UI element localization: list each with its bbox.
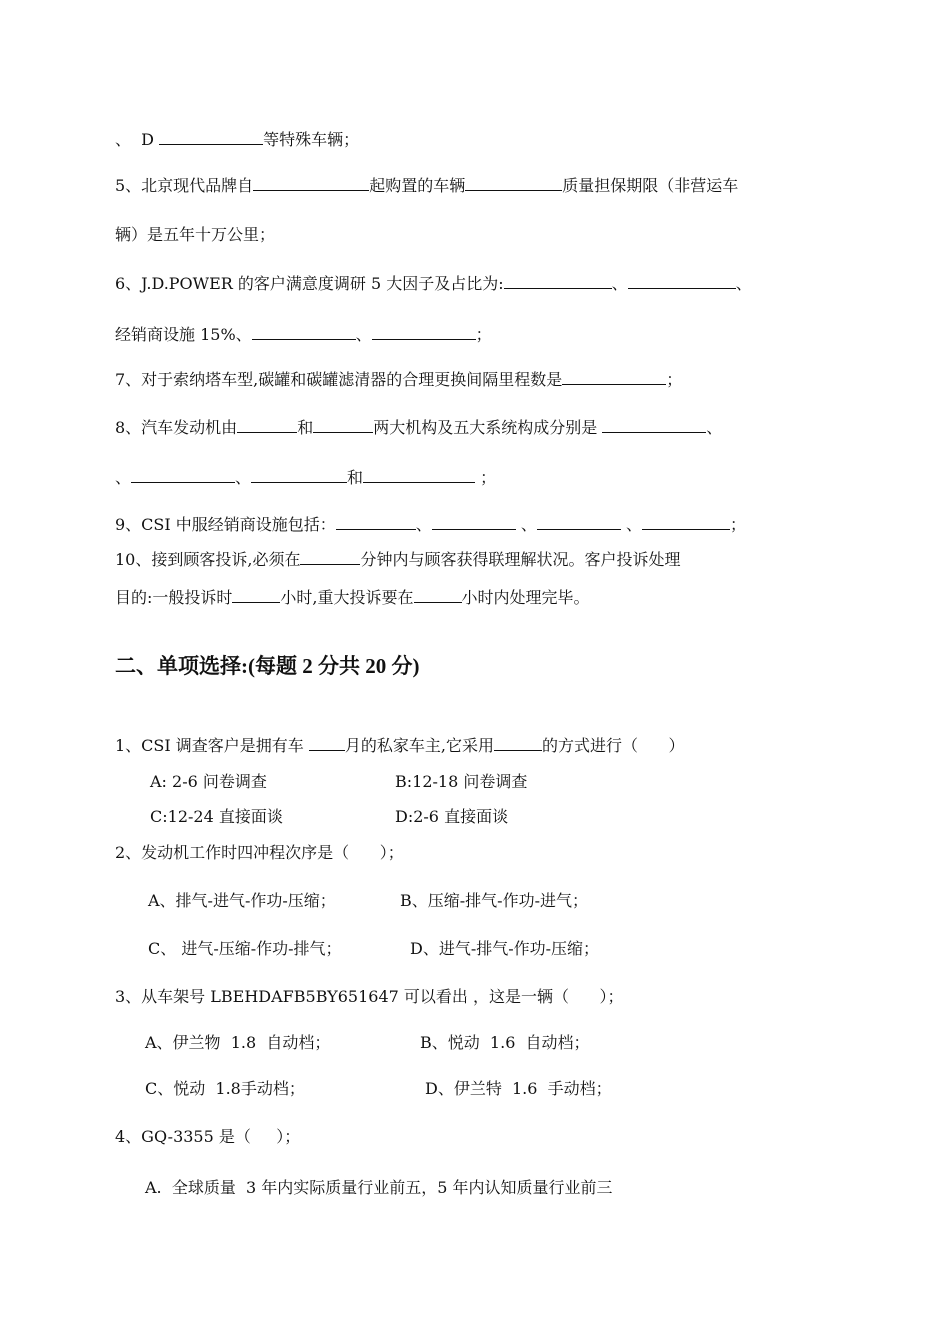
option-a[interactable]: A、伊兰物 1.8 自动档； (145, 1033, 331, 1052)
answer-blank[interactable] (131, 466, 235, 483)
question-8-cont: 、 、 和 ； (115, 468, 497, 487)
option-a[interactable]: A. 全球质量 3 年内实际质量行业前五，5 年内认知质量行业前三 (145, 1178, 613, 1197)
answer-blank[interactable] (309, 734, 345, 751)
option-d[interactable]: D:2-6 直接面谈 (395, 807, 509, 826)
option-c[interactable]: C、悦动 1.8手动档； (145, 1079, 305, 1098)
option-b[interactable]: B:12-18 问卷调查 (395, 772, 528, 791)
answer-blank[interactable] (300, 548, 360, 565)
answer-blank[interactable] (251, 466, 347, 483)
choice-question-4: 4、GQ-3355 是（ ）； (115, 1127, 301, 1146)
answer-blank[interactable] (504, 272, 612, 289)
answer-blank[interactable] (628, 272, 736, 289)
answer-blank[interactable] (313, 416, 373, 433)
question-5-cont: 辆）是五年十万公里； (115, 225, 276, 244)
answer-blank[interactable] (253, 174, 369, 191)
answer-blank[interactable] (336, 513, 416, 530)
answer-blank[interactable] (537, 513, 621, 530)
answer-blank[interactable] (494, 734, 542, 751)
question-6: 6、J.D.POWER 的客户满意度调研 5 大因子及占比为: 、 、 (115, 274, 752, 293)
answer-blank[interactable] (414, 586, 462, 603)
answer-blank[interactable] (159, 128, 263, 145)
option-a[interactable]: A: 2-6 问卷调查 (150, 772, 267, 791)
question-7: 7、对于索纳塔车型,碳罐和碳罐滤清器的合理更换间隔里程数是 ； (115, 370, 683, 389)
option-b[interactable]: B、悦动 1.6 自动档； (420, 1033, 590, 1052)
question-10-cont: 目的:一般投诉时 小时,重大投诉要在 小时内处理完毕。 (115, 588, 590, 607)
question-5: 5、北京现代品牌自 起购置的车辆 质量担保期限（非营运车 (115, 176, 739, 195)
answer-blank[interactable] (232, 586, 280, 603)
option-c[interactable]: C、 进气-压缩-作功-排气； (148, 939, 342, 958)
fill-line-d: 、 D 等特殊车辆； (115, 130, 360, 149)
option-d[interactable]: D、伊兰特 1.6 手动档； (425, 1079, 612, 1098)
choice-question-2: 2、发动机工作时四冲程次序是（ ）； (115, 843, 404, 862)
answer-blank[interactable] (602, 416, 706, 433)
answer-blank[interactable] (465, 174, 562, 191)
option-a[interactable]: A、排气-进气-作功-压缩； (148, 891, 336, 910)
section-heading: 二、单项选择:(每题 2 分共 20 分) (115, 654, 420, 678)
question-8: 8、汽车发动机由 和 两大机构及五大系统构成分别是 、 (115, 418, 723, 437)
answer-blank[interactable] (237, 416, 297, 433)
answer-blank[interactable] (363, 466, 475, 483)
answer-blank[interactable] (372, 323, 476, 340)
answer-blank[interactable] (642, 513, 730, 530)
option-c[interactable]: C:12-24 直接面谈 (150, 807, 283, 826)
answer-blank[interactable] (432, 513, 516, 530)
option-b[interactable]: B、压缩-排气-作功-进气； (400, 891, 588, 910)
question-6-cont: 经销商设施 15%、 、 ； (115, 325, 492, 344)
answer-blank[interactable] (252, 323, 356, 340)
option-d[interactable]: D、进气-排气-作功-压缩； (410, 939, 600, 958)
question-10: 10、接到顾客投诉,必须在 分钟内与顾客获得联理解状况。客户投诉处理 (115, 550, 681, 569)
question-9: 9、CSI 中服经销商设施包括： 、 、 、 ； (115, 515, 747, 534)
choice-question-1: 1、CSI 调查客户是拥有车 月的私家车主,它采用 的方式进行（ ） (115, 736, 685, 755)
choice-question-3: 3、从车架号 LBEHDAFB5BY651647 可以看出 ，这是一辆（ ）； (115, 987, 624, 1006)
answer-blank[interactable] (562, 368, 666, 385)
